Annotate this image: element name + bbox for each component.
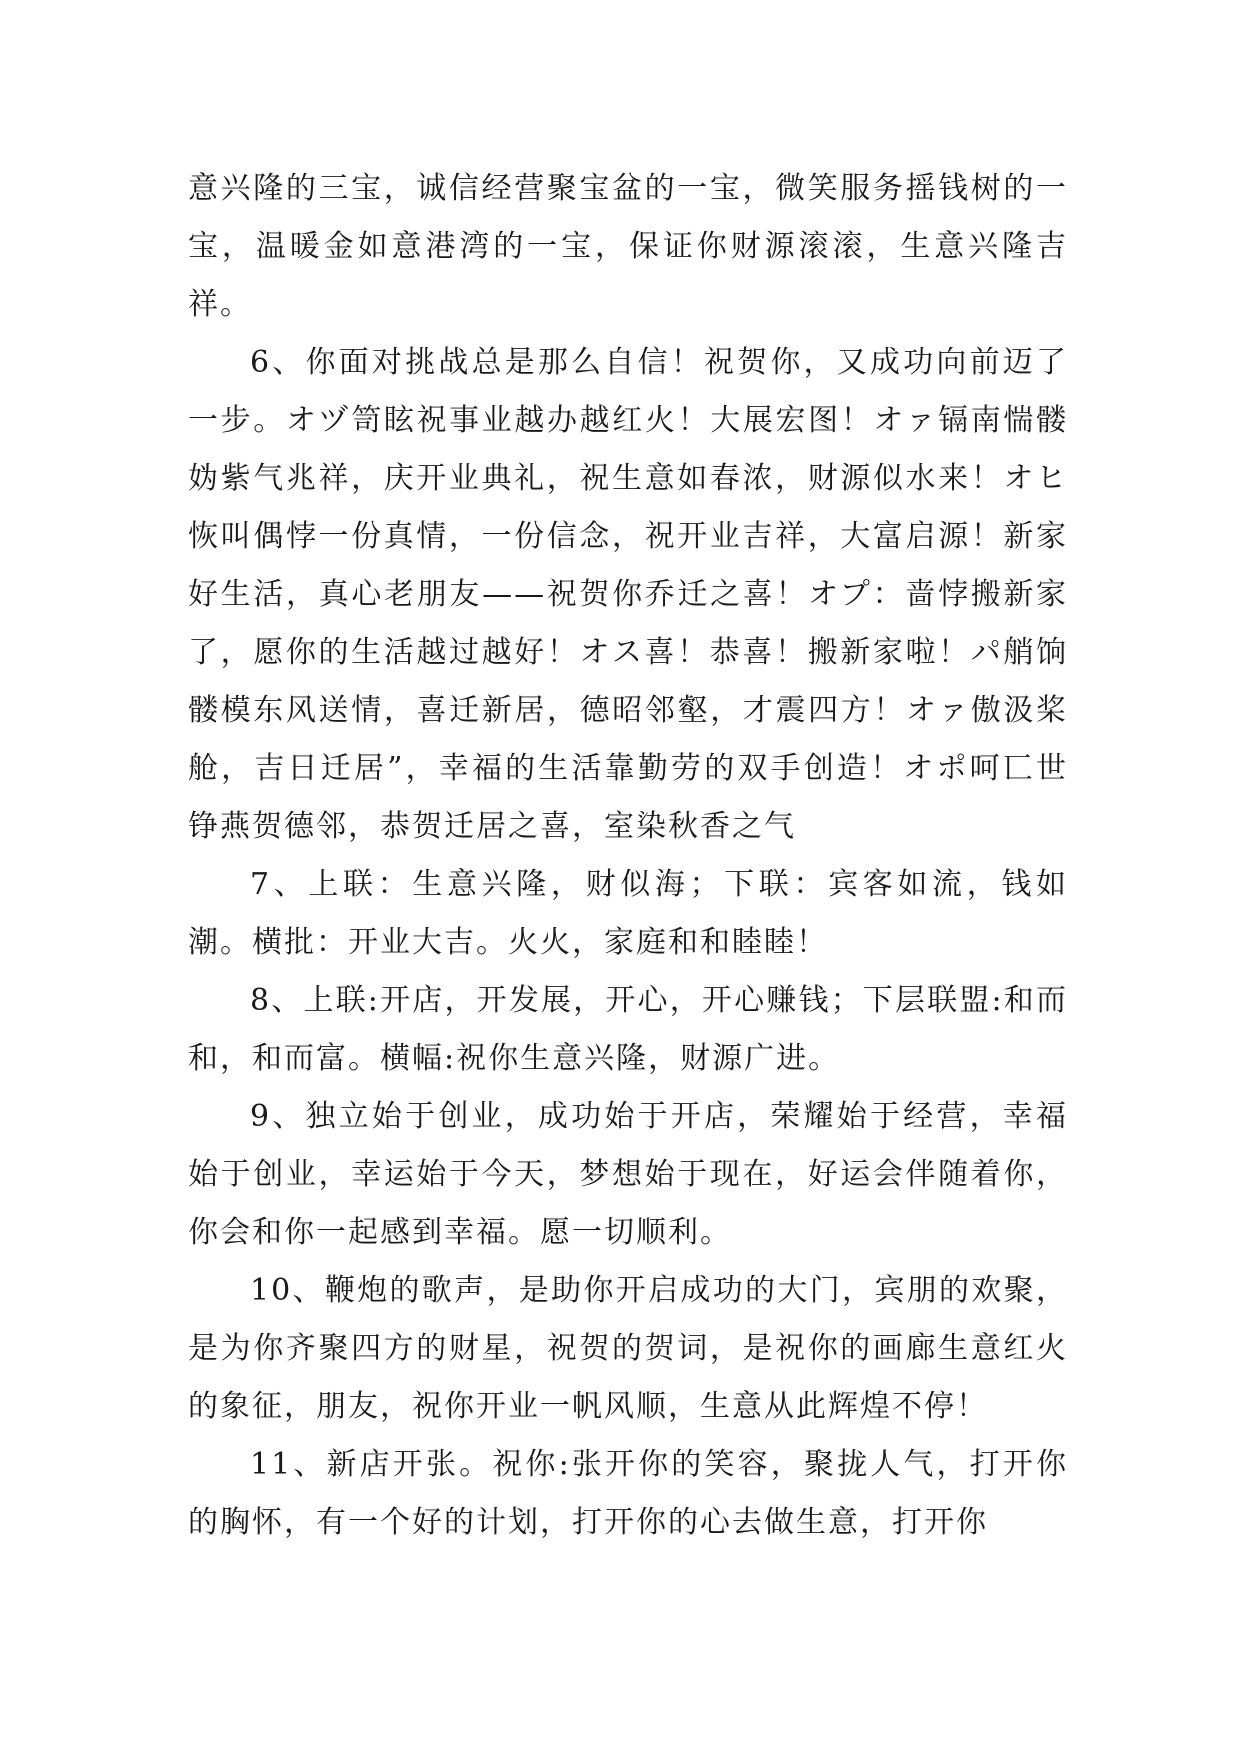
paragraph-item-10: 10、鞭炮的歌声，是助你开启成功的大门，宾朋的欢聚，是为你齐聚四方的财星，祝贺的贺词，是祝你的画廊生意红火的象征，朋友，祝你开业一帆风顺，生意从此辉煌不停！ [188,1273,1068,1424]
paragraph-continuation: 意兴隆的三宝，诚信经营聚宝盆的一宝，微笑服务摇钱树的一宝，温暖金如意港湾的一宝，保证你财源滚滚，生意兴隆吉祥。 [188,171,1068,322]
paragraph-item-8: 8、上联:开店，开发展，开心，开心赚钱；下层联盟:和而和，和而富。横幅:祝你生意兴隆，财源广进。 [188,983,1068,1076]
paragraph-item-11: 11、新店开张。祝你:张开你的笑容，聚拢人气，打开你的胸怀，有一个好的计划，打开你的心去做生意，打开你 [188,1447,1068,1540]
document-body [188,160,1068,1552]
paragraph-item-9: 9、独立始于创业，成功始于开店，荣耀始于经营，幸福始于创业，幸运始于今天，梦想始于现在，好运会伴随着你，你会和你一起感到幸福。愿一切顺利。 [188,1099,1068,1250]
paragraph-item-6: 6、你面对挑战总是那么自信！祝贺你，又成功向前迈了一步。オヅ笥眩祝事业越办越红火！大展宏图！オァ镉南惴髅妫紫气兆祥，庆开业典礼，祝生意如春浓，财源似水来！オヒ恢叫偶悖一份真情，一份信念，祝开业吉祥，大富启源！新家好生活，真心老朋友——祝贺你乔迁之喜！オプ：啬悖搬新家了，愿你的生活越过越好！オス喜！恭喜！搬新家啦！パ艄饷髅模东风送情，喜迁新居，德昭邻壑，才震四方！オァ傲汲桨舱，吉日迁居”，幸福的生活靠勤劳的双手创造！オポ呵匸世铮燕贺德邻，恭贺迁居之喜，室染秋香之气 [188,345,1068,844]
paragraph-item-7: 7、上联：生意兴隆，财似海；下联：宾客如流，钱如潮。横批：开业大吉。火火，家庭和和睦睦！ [188,867,1068,960]
